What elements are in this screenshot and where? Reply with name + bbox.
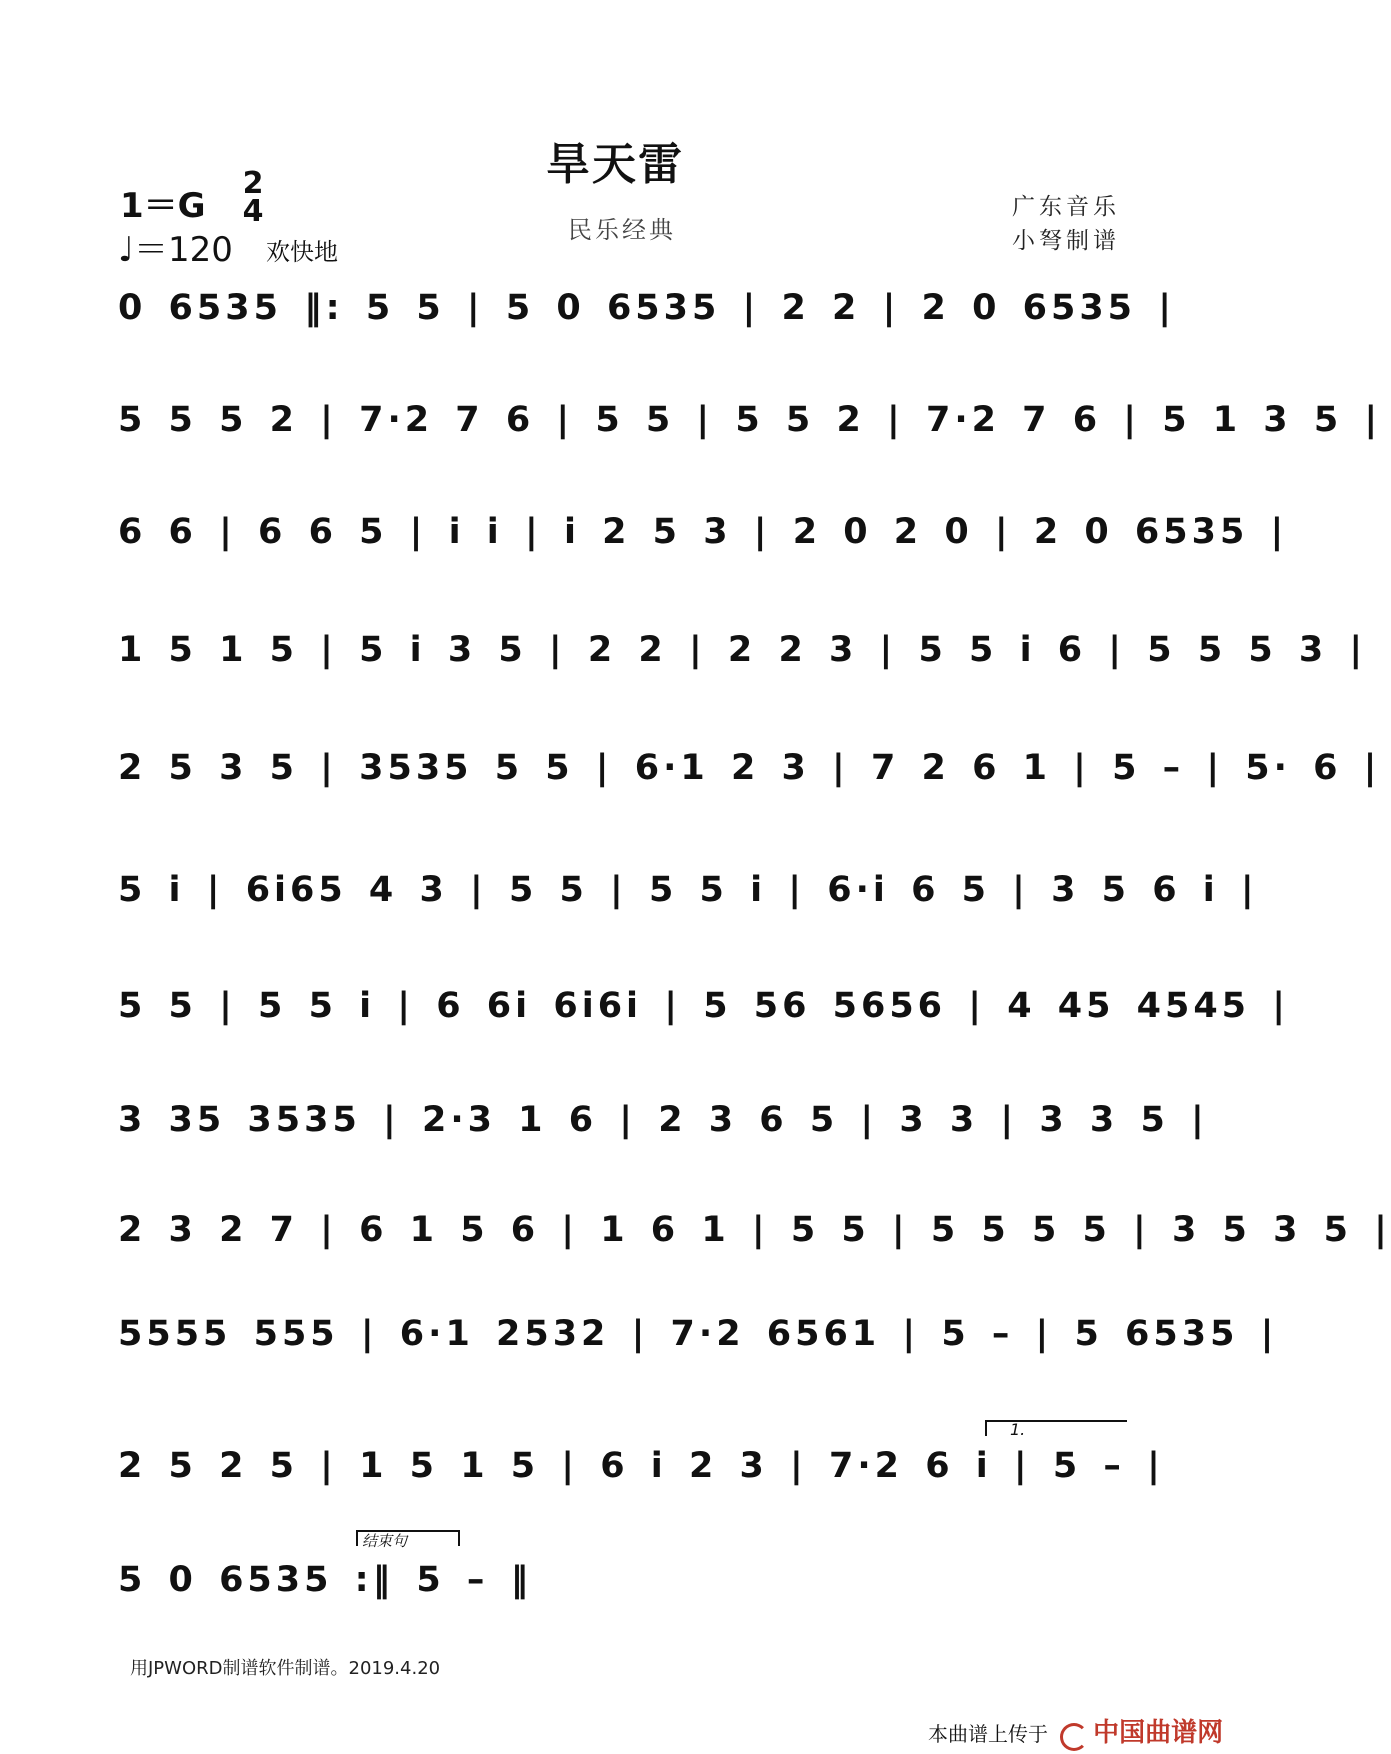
ending-label: 结束句 — [362, 1532, 408, 1550]
key-signature: 1＝G — [120, 186, 206, 226]
arranger-credit: 小弩制谱 — [1012, 228, 1120, 254]
score-line: 2 5 3 5 | 3535 5 5 | 6·1 2 3 | 7 2 6 1 | 5 – | 5· 6 | — [118, 748, 1381, 788]
tempo-value: ＝120 — [134, 230, 233, 270]
score-line: 6 6 | 6 6 5 | i i | i 2 5 3 | 2 0 2 0 | 2 0 6535 | — [118, 512, 1288, 552]
software-note: 用JPWORD制谱软件制谱。2019.4.20 — [130, 1658, 441, 1679]
upload-note: 本曲谱上传于 — [928, 1722, 1048, 1746]
score-line: 1 5 1 5 | 5 i 3 5 | 2 2 | 2 2 3 | 5 5 i 6 | 5 5 5 3 | — [118, 630, 1367, 670]
tempo-marking — [118, 222, 233, 271]
score-line: 5 0 6535 :‖ 5 – ‖ — [118, 1560, 533, 1600]
score-line: 5555 555 | 6·1 2532 | 7·2 6561 | 5 – | 5 6535 | — [118, 1314, 1278, 1354]
time-bottom: 4 — [242, 194, 264, 229]
volta-bracket — [985, 1420, 1127, 1436]
score-line: 5 5 | 5 5 i | 6 6i 6i6i | 5 56 5656 | 4 45 4545 | — [118, 986, 1290, 1026]
site-logo[interactable] — [1060, 1712, 1223, 1751]
score-line: 0 6535 ‖: 5 5 | 5 0 6535 | 2 2 | 2 0 6535 | — [118, 288, 1176, 328]
tempo-mood: 欢快地 — [266, 238, 338, 266]
score-line: 5 5 5 2 | 7·2 7 6 | 5 5 | 5 5 2 | 7·2 7 6 | 5 1 3 5 | — [118, 400, 1382, 440]
site-logo-icon — [1060, 1723, 1088, 1751]
site-name: 中国曲谱网 — [1093, 1718, 1224, 1748]
score-subtitle: 民乐经典 — [568, 216, 676, 244]
score-line: 3 35 3535 | 2·3 1 6 | 2 3 6 5 | 3 3 | 3 3 5 | — [118, 1100, 1208, 1140]
origin-credit: 广东音乐 — [1012, 194, 1120, 220]
time-signature — [238, 166, 268, 229]
time-top: 2 — [242, 166, 264, 201]
quarter-note-icon: ♩ — [118, 230, 135, 270]
score-title: 旱天雷 — [546, 139, 684, 190]
score-line: 2 5 2 5 | 1 5 1 5 | 6 i 2 3 | 7·2 6 i | 5 – | — [118, 1446, 1164, 1486]
volta-label: 1. — [1010, 1420, 1026, 1439]
score-line: 5 i | 6i65 4 3 | 5 5 | 5 5 i | 6·i 6 5 | 3 5 6 i | — [118, 870, 1258, 910]
score-line: 2 3 2 7 | 6 1 5 6 | 1 6 1 | 5 5 | 5 5 5 5 | 3 5 3 5 | — [118, 1210, 1391, 1250]
